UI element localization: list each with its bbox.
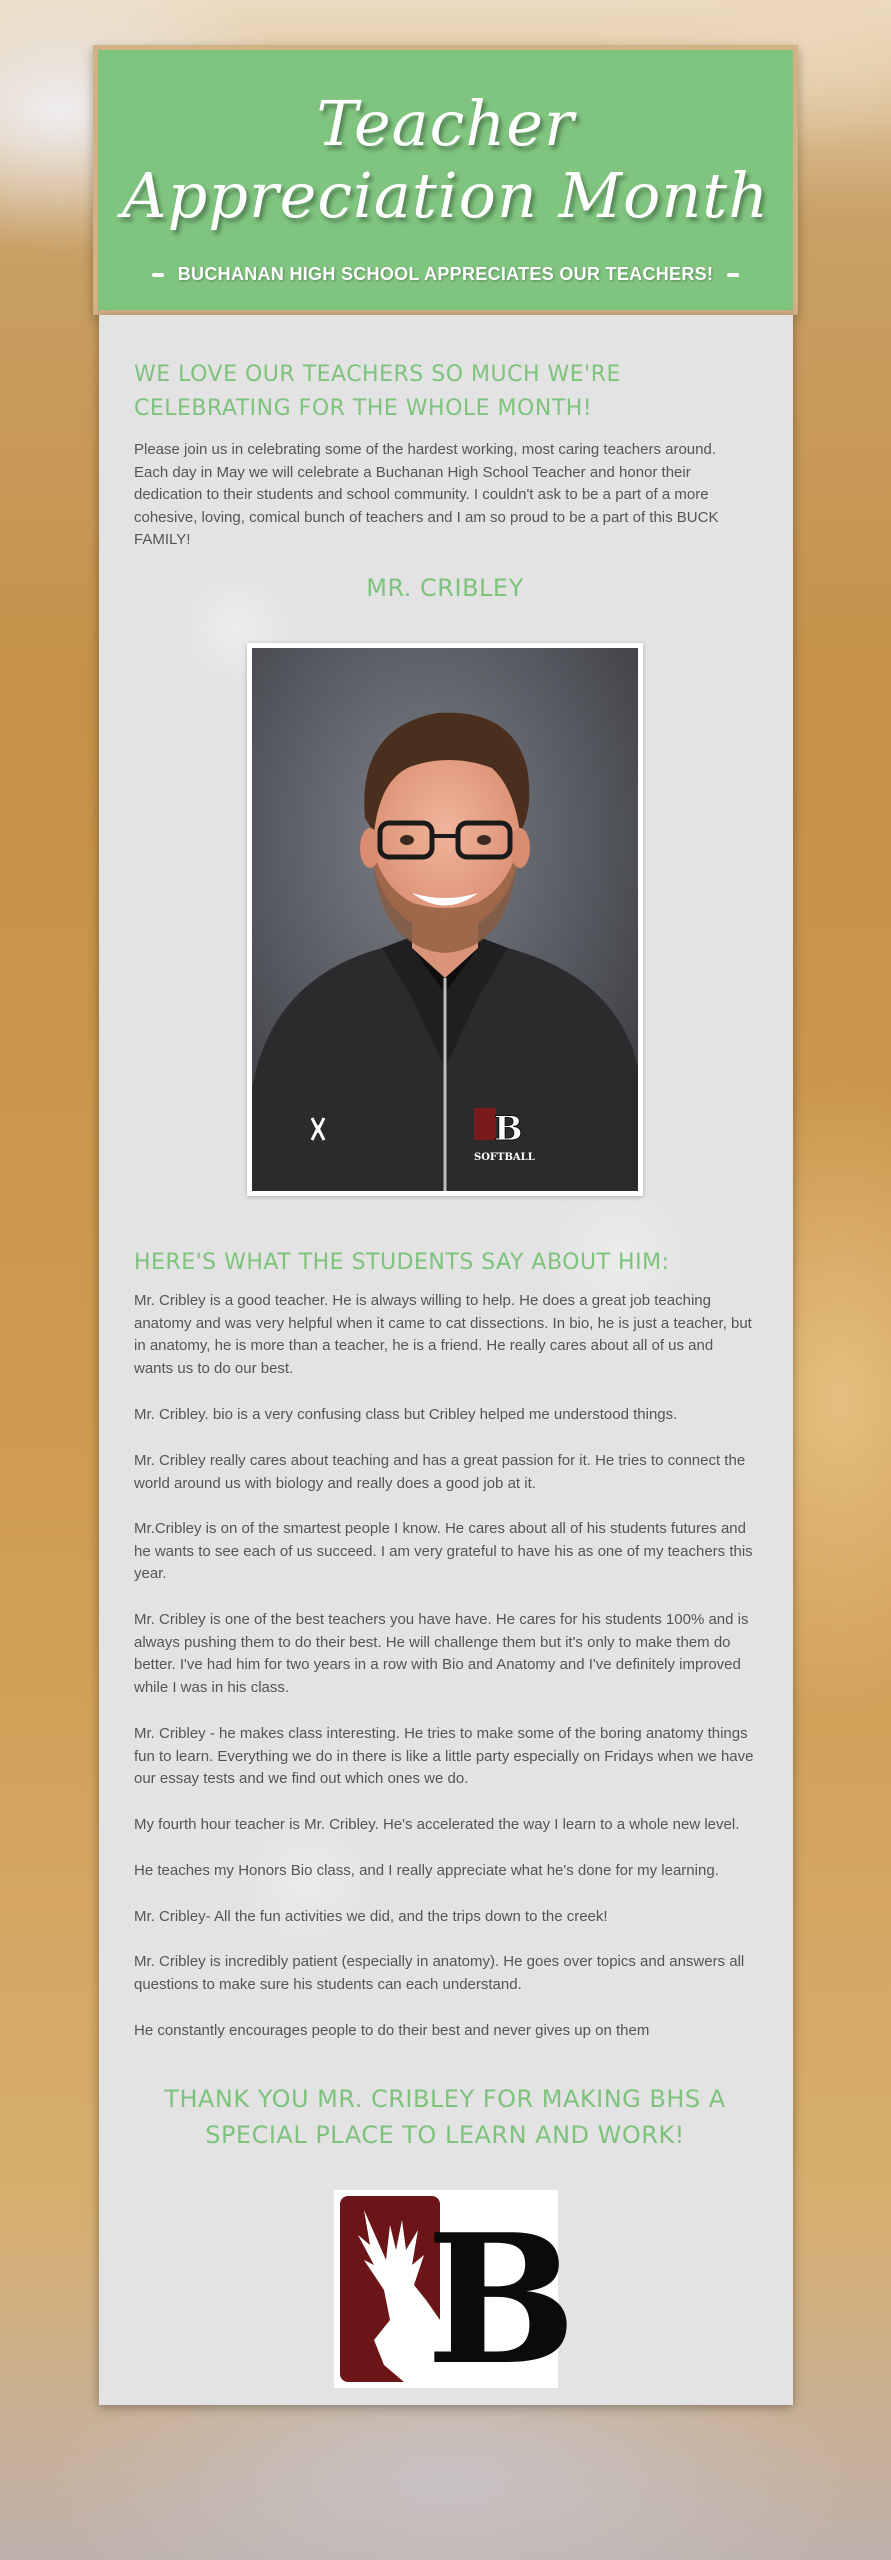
student-quote: He teaches my Honors Bio class, and I really appreciate what he's done for my learning. [134,1862,719,1879]
page-title [98,88,793,232]
header-banner [93,45,798,315]
student-quote: Mr. Cribley. bio is a very confusing class but Cribley helped me understood things. [134,1406,678,1423]
student-quote: Mr. Cribley is one of the best teachers you have have. He cares for his students 100% and is always pushing them to do their best. He will challenge them but it's only to make them do better. I've had him for two years in a row with Bio and Anatomy and I've definitely improved while I was in his class. [134,1611,749,1696]
svg-text:B: B [494,1109,523,1149]
dash-right-icon [727,273,739,277]
student-quote: Mr. Cribley - he makes class interesting. He tries to make some of the boring anatomy things fun to learn. Everything we do in there is like a little party especially on Fridays when we have our essay tests and we find out which ones we do. [134,1725,754,1787]
title-line-1: Teacher [316,87,575,160]
shirt-logo-text: SOFTBALL [474,1152,535,1163]
student-quote: Mr. Cribley really cares about teaching and has a great passion for it. He tries to connect the world around us with biology and really does a good job at it. [134,1452,746,1492]
school-logo [334,2190,577,2404]
teacher-photo [247,643,643,1196]
intro-heading: WE LOVE OUR TEACHERS SO MUCH WE'RE CELEBRATING FOR THE WHOLE MONTH! [134,362,621,421]
student-quote: Mr.Cribley is on of the smartest people I know. He cares about all of his students futures and he wants to see each of us succeed. I am very grateful to have his as one of my teachers this year. [134,1520,753,1582]
teacher-name: MR. CRIBLEY [366,574,524,602]
dash-left-icon [152,273,164,277]
closing-heading: THANK YOU MR. CRIBLEY FOR MAKING BHS A SPECIAL PLACE TO LEARN AND WORK! [164,2085,726,2149]
intro-text: Please join us in celebrating some of the hardest working, most caring teachers around. Each day in May we will celebrate a Buchanan High School Teacher and honor their dedication to their students and school community. I couldn't ask to be a part of a more cohesive, loving, comical bunch of teachers and I am so proud to be a part of this BUCK FAMILY! [134,441,719,548]
student-quote: My fourth hour teacher is Mr. Cribley. He's accelerated the way I learn to a whole new level. [134,1816,740,1833]
banner-subtitle [98,264,793,285]
student-quote: Mr. Cribley- All the fun activities we did, and the trips down to the creek! [134,1908,608,1925]
title-line-2: Appreciation Month [121,159,770,232]
student-quote: Mr. Cribley is a good teacher. He is always willing to help. He does a great job teaching anatomy and was very helpful when it came to cat dissections. In bio, he is just a teacher, but in anatomy, he is more than a teacher, he is a friend. He really cares about all of us and wants us to do our best. [134,1292,752,1377]
subtitle-text: BUCHANAN HIGH SCHOOL APPRECIATES OUR TEACHERS! [177,264,714,284]
student-quote: Mr. Cribley is incredibly patient (especially in anatomy). He goes over topics and answers all questions to make sure his students can each understand. [134,1953,745,1993]
students-heading: HERE'S WHAT THE STUDENTS SAY ABOUT HIM: [134,1250,670,1275]
logo-letter-b: B [426,2195,577,2404]
student-quote: He constantly encourages people to do their best and never gives up on them [134,2022,650,2039]
